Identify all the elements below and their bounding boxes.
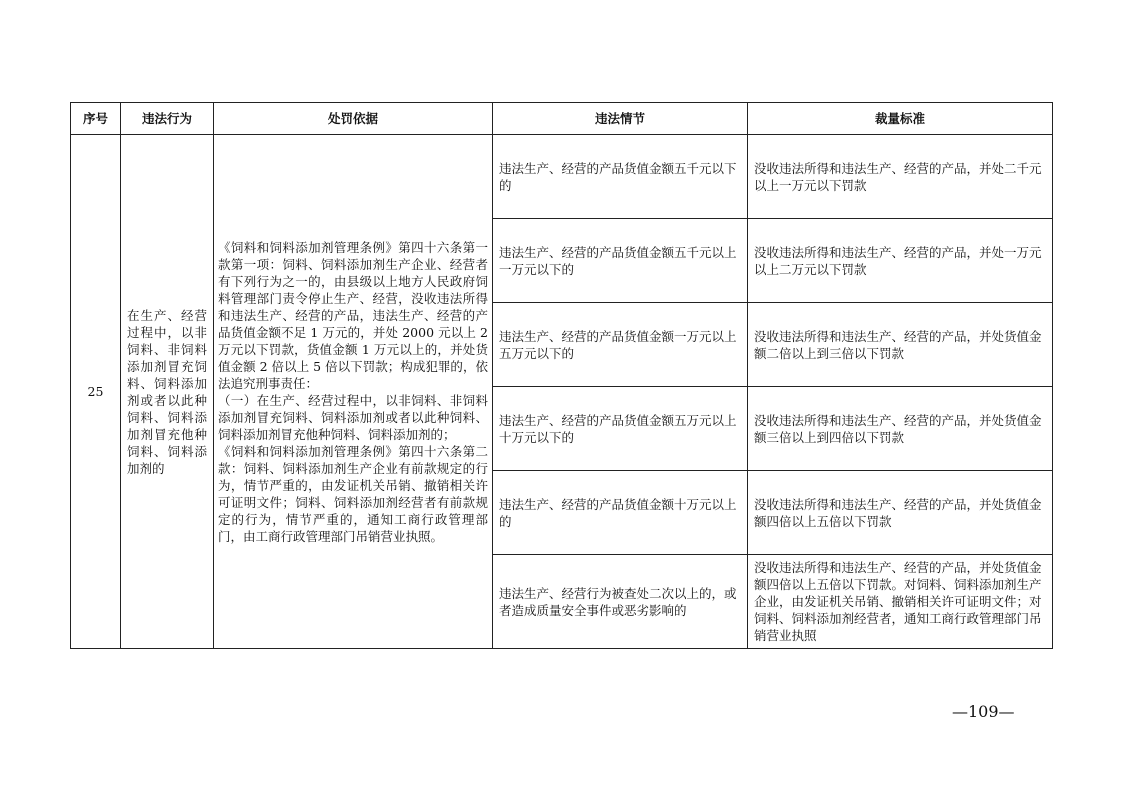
situation-cell: 违法生产、经营行为被查处二次以上的，或者造成质量安全事件或恶劣影响的 (493, 555, 748, 649)
situation-cell: 违法生产、经营的产品货值金额五万元以上十万元以下的 (493, 387, 748, 471)
penalty-basis (214, 135, 493, 649)
header-row (71, 103, 1053, 135)
standard-cell: 没收违法所得和违法生产、经营的产品，并处二千元以上一万元以下罚款 (748, 135, 1053, 219)
violation-description: 在生产、经营过程中，以非饲料、非饲料添加剂冒充饲料、饲料添加剂或者以此种饲料、饲料添加剂冒充他种饲料、饲料添加剂的 (121, 135, 214, 649)
situation-cell: 违法生产、经营的产品货值金额五千元以上一万元以下的 (493, 219, 748, 303)
header-situation: 违法情节 (493, 103, 748, 135)
basis-paragraph: （一）在生产、经营过程中，以非饲料、非饲料添加剂冒充饲料、饲料添加剂或者以此种饲料、饲料添加剂冒充他种饲料、饲料添加剂的； (218, 392, 488, 442)
header-basis: 处罚依据 (214, 103, 493, 135)
situation-cell: 违法生产、经营的产品货值金额五千元以下的 (493, 135, 748, 219)
header-standard: 裁量标准 (748, 103, 1053, 135)
standard-cell: 没收违法所得和违法生产、经营的产品，并处货值金额二倍以上到三倍以下罚款 (748, 303, 1053, 387)
standard-cell: 没收违法所得和违法生产、经营的产品，并处货值金额四倍以上五倍以下罚款。对饲料、饲料添加剂生产企业，由发证机关吊销、撤销相关许可证明文件；对饲料、饲料添加剂经营者，通知工商行政管理部门吊销营业执照 (748, 555, 1053, 649)
situation-cell: 违法生产、经营的产品货值金额十万元以上的 (493, 471, 748, 555)
standard-cell: 没收违法所得和违法生产、经营的产品，并处货值金额三倍以上到四倍以下罚款 (748, 387, 1053, 471)
situation-cell: 违法生产、经营的产品货值金额一万元以上五万元以下的 (493, 303, 748, 387)
entry-number: 25 (71, 135, 121, 649)
table-row (71, 135, 1053, 219)
standard-cell: 没收违法所得和违法生产、经营的产品，并处货值金额四倍以上五倍以下罚款 (748, 471, 1053, 555)
standard-cell: 没收违法所得和违法生产、经营的产品，并处一万元以上二万元以下罚款 (748, 219, 1053, 303)
page-number: —109— (952, 702, 1015, 721)
header-no: 序号 (71, 103, 121, 135)
penalty-table (70, 102, 1053, 649)
basis-paragraph: 《饲料和饲料添加剂管理条例》第四十六条第二款：饲料、饲料添加剂生产企业有前款规定的行为，情节严重的，由发证机关吊销、撤销相关许可证明文件；饲料、饲料添加剂经营者有前款规定的行为，情节严重的，通知工商行政管理部门，由工商行政管理部门吊销营业执照。 (218, 443, 488, 544)
header-act: 违法行为 (121, 103, 214, 135)
basis-paragraph: 《饲料和饲料添加剂管理条例》第四十六条第一款第一项：饲料、饲料添加剂生产企业、经营者有下列行为之一的，由县级以上地方人民政府饲料管理部门责令停止生产、经营，没收违法所得和违法生产、经营的产品，违法生产、经营的产品货值金额不足 1 万元的，并处 2000 元以上 2 万元以下罚款，货值金额 1 万元以上的，并处货值金额 2 倍以上 5 倍以下罚款；构成犯罪的，依法追究刑事责任： (218, 239, 488, 391)
